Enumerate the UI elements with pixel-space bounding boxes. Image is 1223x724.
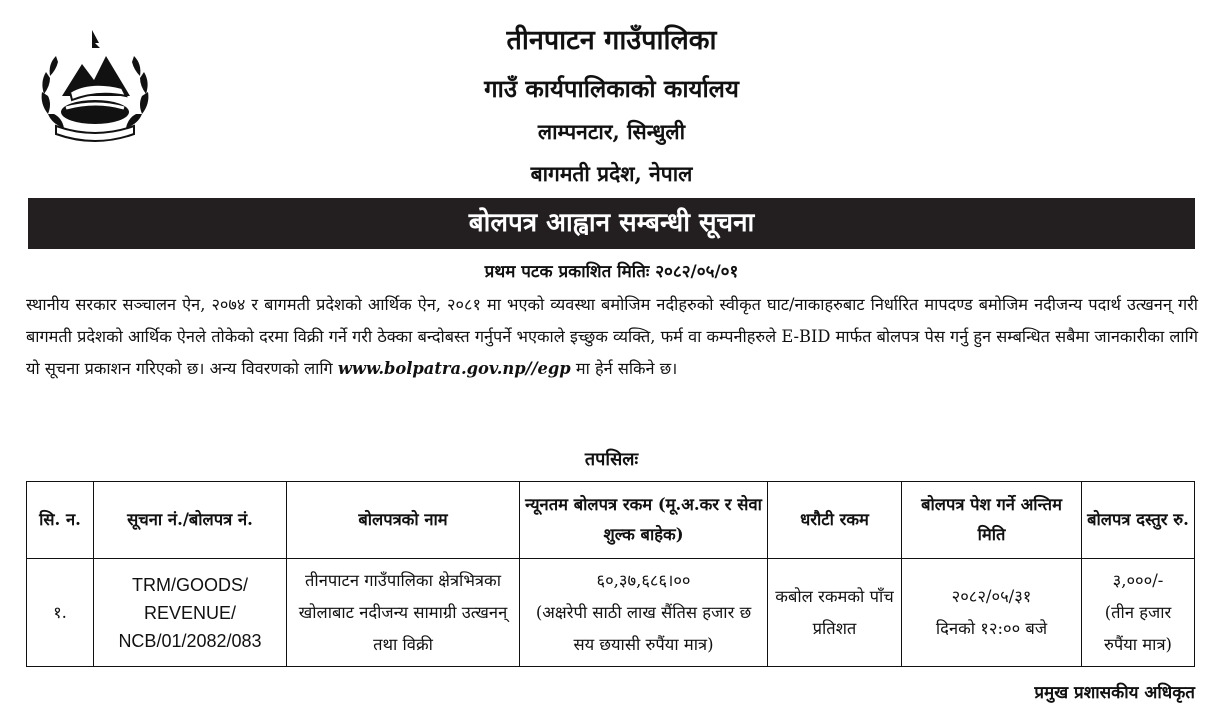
header-bid-name: बोलपत्रको नाम: [287, 482, 520, 559]
cell-fee: [1082, 559, 1195, 667]
table-row: [27, 559, 1195, 667]
schedule-heading: तपसिलः: [584, 449, 639, 470]
cell-sn: १.: [27, 559, 94, 667]
notice-body: [26, 289, 1198, 385]
office-location: लाम्पनटार, सिन्धुली: [537, 119, 686, 144]
notice-body-text: स्थानीय सरकार सञ्चालन ऐन, २०७४ र बागमती प्रदेशको आर्थिक ऐन, २०८१ मा भएको व्यवस्था बमोजिम नदीहरुको स्वीकृत घाट/नाकाहरुबाट निर्धारित मापदण्ड बमोजिम नदीजन्य पदार्थ उत्खनन् गरी बागमती प्रदेशको आर्थिक ऐनले तोकेको दरमा विक्री गर्ने गरी ठेक्का बन्दोबस्त गर्नुपर्ने भएकाले इच्छुक व्यक्ति, फर्म वा कम्पनीहरुले E-BID मार्फत बोलपत्र पेस गर्नु हुन सम्बन्धित सबैमा जानकारीका लागि यो सूचना प्रकाशन गरिएको छ। अन्य विवरणको लागि: [26, 295, 1198, 378]
province-name: बागमती प्रदेश, नेपाल: [530, 161, 693, 186]
cell-bid-name: तीनपाटन गाउँपालिका क्षेत्रभित्रका खोलाबाट नदीजन्य सामाग्री उत्खनन् तथा विक्री: [287, 559, 520, 667]
signatory: प्रमुख प्रशासकीय अधिकृत: [1034, 683, 1195, 703]
notice-body-tail: मा हेर्न सकिने छ।: [575, 359, 678, 378]
fee-words: (तीन हजार रुपैंया मात्र): [1103, 602, 1172, 654]
fee-figure: ३,०००/-: [1112, 570, 1164, 590]
cell-deadline: [902, 559, 1082, 667]
cell-deposit: कबोल रकमको पाँच प्रतिशत: [768, 559, 902, 667]
header-fee: बोलपत्र दस्तुर रु.: [1082, 482, 1195, 559]
cell-notice-no: TRM/GOODS/ REVENUE/ NCB/01/2082/083: [94, 559, 287, 667]
cell-min-amount: [520, 559, 768, 667]
header-sn: सि. न.: [27, 482, 94, 559]
deadline-date: २०८२/०५/३१: [951, 586, 1032, 606]
notice-title: बोलपत्र आह्वान सम्बन्धी सूचना: [28, 198, 1195, 249]
header-min-amount: न्यूनतम बोलपत्र रकम (मू.अ.कर र सेवा शुल्क बाहेक): [520, 482, 768, 559]
min-amount-figure: ६०,३७,६८६।००: [596, 570, 691, 590]
deadline-time: दिनको १२:०० बजे: [935, 618, 1048, 638]
office-name: गाउँ कार्यपालिकाको कार्यालय: [484, 74, 739, 103]
egp-link[interactable]: www.bolpatra.gov.np//egp: [337, 359, 571, 378]
min-amount-words: (अक्षरेपी साठी लाख सैंतिस हजार छ सय छयासी रुपैंया मात्र): [535, 602, 752, 654]
header-deadline: बोलपत्र पेश गर्ने अन्तिम मिति: [902, 482, 1082, 559]
header-notice-no: सूचना नं./बोलपत्र नं.: [94, 482, 287, 559]
header-deposit: धरौटी रकम: [768, 482, 902, 559]
bid-schedule-table: [26, 481, 1195, 667]
table-header-row: [27, 482, 1195, 559]
publication-date: प्रथम पटक प्रकाशित मितिः २०८२/०५/०१: [484, 262, 739, 282]
municipality-name: तीनपाटन गाउँपालिका: [506, 25, 717, 56]
